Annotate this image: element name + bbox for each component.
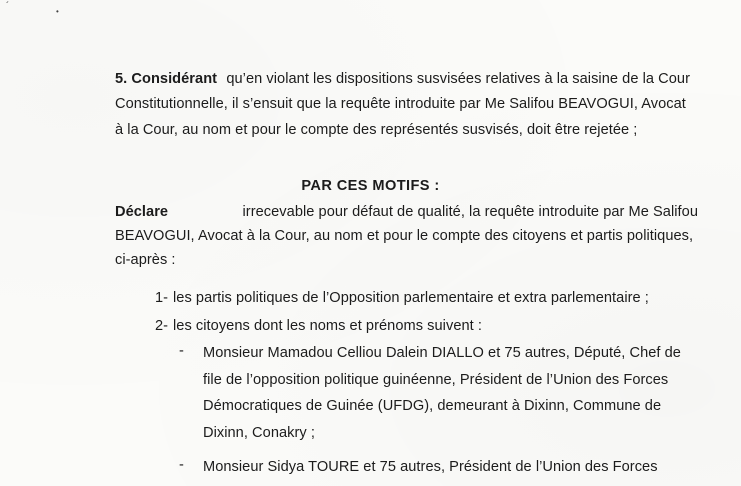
considerant-line-3: à la Cour, au nom et pour le compte des représentés susvisés, doit être rejetée ; xyxy=(115,122,638,138)
person-line: Dixinn, Conakry ; xyxy=(203,425,315,441)
list-item-number: 2- xyxy=(155,318,168,334)
declare-line-3: ci-après : xyxy=(115,252,176,268)
person-dash: - xyxy=(179,457,184,473)
list-item-number: 1- xyxy=(155,290,168,306)
scan-speck: • xyxy=(56,7,59,16)
person-line: Démocratiques de Guinée (UFDG), demeurant à Dixinn, Commune de xyxy=(203,398,662,414)
person-line: Monsieur Sidya TOURE et 75 autres, Président de l’Union des Forces xyxy=(203,459,658,475)
declare-line-2: BEAVOGUI, Avocat à la Cour, au nom et pour le compte des citoyens et partis politiques, xyxy=(115,228,694,244)
declare-line-1-text: irrecevable pour défaut de qualité, la requête introduite par Me Salifou xyxy=(242,204,698,220)
person-line: Monsieur Mamadou Celliou Dalein DIALLO et 75 autres, Député, Chef de xyxy=(203,345,681,361)
considerant-keyword: Considérant xyxy=(131,71,218,87)
scan-speck: ´ xyxy=(6,1,10,12)
list-item-text: les citoyens dont les noms et prénoms suivent : xyxy=(173,318,482,334)
motifs-heading: PAR CES MOTIFS : xyxy=(301,178,440,194)
list-item-text: les partis politiques de l’Opposition parlementaire et extra parlementaire ; xyxy=(173,290,649,306)
person-dash: - xyxy=(179,343,184,359)
considerant-line-1-text: qu’en violant les dispositions susvisées relatives à la saisine de la Cour xyxy=(226,71,690,87)
considerant-number: 5. xyxy=(115,71,128,87)
person-line: file de l’opposition politique guinéenne, Président de l’Union des Forces xyxy=(203,372,669,388)
declare-line-1 xyxy=(115,203,698,221)
considerant-line-1 xyxy=(115,70,690,88)
considerant-line-2: Constitutionnelle, il s’ensuit que la requête introduite par Me Salifou BEAVOGUI, Avocat xyxy=(115,96,686,112)
declare-keyword: Déclare xyxy=(115,204,169,220)
